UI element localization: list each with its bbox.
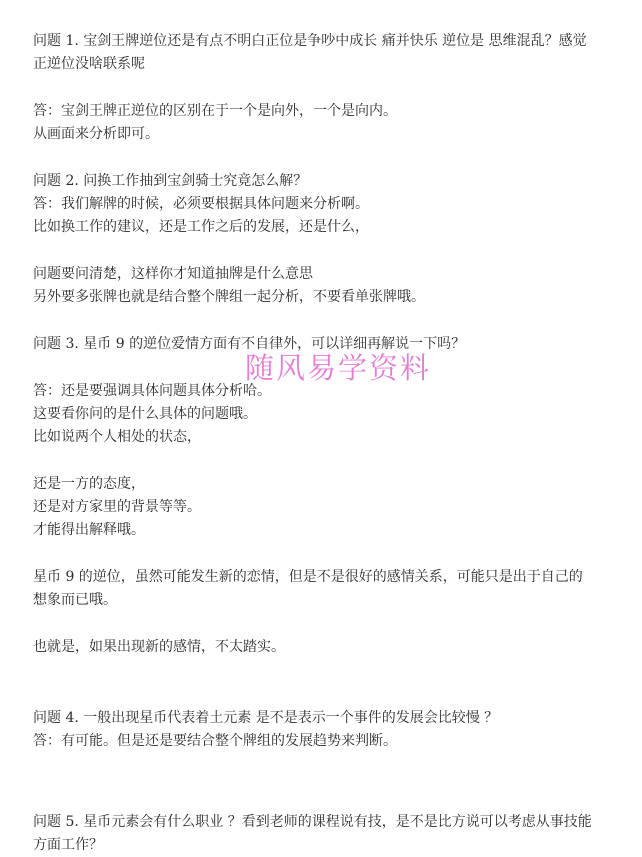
watermark: 随风易学资料 bbox=[245, 351, 432, 385]
answer-3-line-5: 还是对方家里的背景等等。 bbox=[33, 499, 201, 515]
answer-1-line-2: 从画面来分析即可。 bbox=[33, 126, 159, 142]
answer-2-line-1: 答：我们解牌的时候，必须要根据具体问题来分析啊。 bbox=[33, 196, 369, 212]
answer-3-line-1: 答：还是要强调具体问题具体分析哈。 bbox=[33, 383, 271, 399]
question-3: 问题 3. 星币 9 的逆位爱情方面有不自律外，可以详细再解说一下吗？ bbox=[33, 336, 466, 352]
answer-1-line-1: 答：宝剑王牌正逆位的区别在于一个是向外，一个是向内。 bbox=[33, 103, 397, 119]
document-body bbox=[33, 30, 593, 857]
answer-2-line-2: 比如换工作的建议，还是工作之后的发展，还是什么， bbox=[33, 219, 369, 235]
question-2: 问题 2. 问换工作抽到宝剑骑士究竟怎么解？ bbox=[33, 173, 308, 189]
question-5: 问题 5. 星币元素会有什么职业 ？看到老师的课程说有技，是不是比方说可以考虑从事技能方面工作？ bbox=[33, 814, 592, 853]
answer-2-line-3: 问题要问清楚，这样你才知道抽牌是什么意思 bbox=[33, 266, 313, 282]
answer-3-line-6: 才能得出解释哦。 bbox=[33, 522, 145, 538]
answer-4-line-1: 答：有可能。但是还是要结合整个牌组的发展趋势来判断。 bbox=[33, 733, 397, 749]
answer-2-line-4: 另外要多张牌也就是结合整个牌组一起分析，不要看单张牌哦。 bbox=[33, 289, 425, 305]
answer-3-line-8: 也就是，如果出现新的感情，不太踏实。 bbox=[33, 639, 285, 655]
question-1: 问题 1. 宝剑王牌逆位还是有点不明白正位是争吵中成长 痛并快乐 逆位是 思维混乱？感觉正逆位没啥联系呢 bbox=[33, 33, 587, 72]
answer-3-line-2: 这要看你问的是什么具体的问题哦。 bbox=[33, 406, 257, 422]
question-4: 问题 4. 一般出现星币代表着土元素 是不是表示一个事件的发展会比较慢 ？ bbox=[33, 710, 499, 726]
answer-3-line-4: 还是一方的态度， bbox=[33, 476, 145, 492]
answer-3-line-7: 星币 9 的逆位，虽然可能发生新的恋情，但是不是很好的感情关系，可能只是出于自己的想象而已哦。 bbox=[33, 569, 583, 608]
answer-3-line-3: 比如说两个人相处的状态， bbox=[33, 429, 201, 445]
